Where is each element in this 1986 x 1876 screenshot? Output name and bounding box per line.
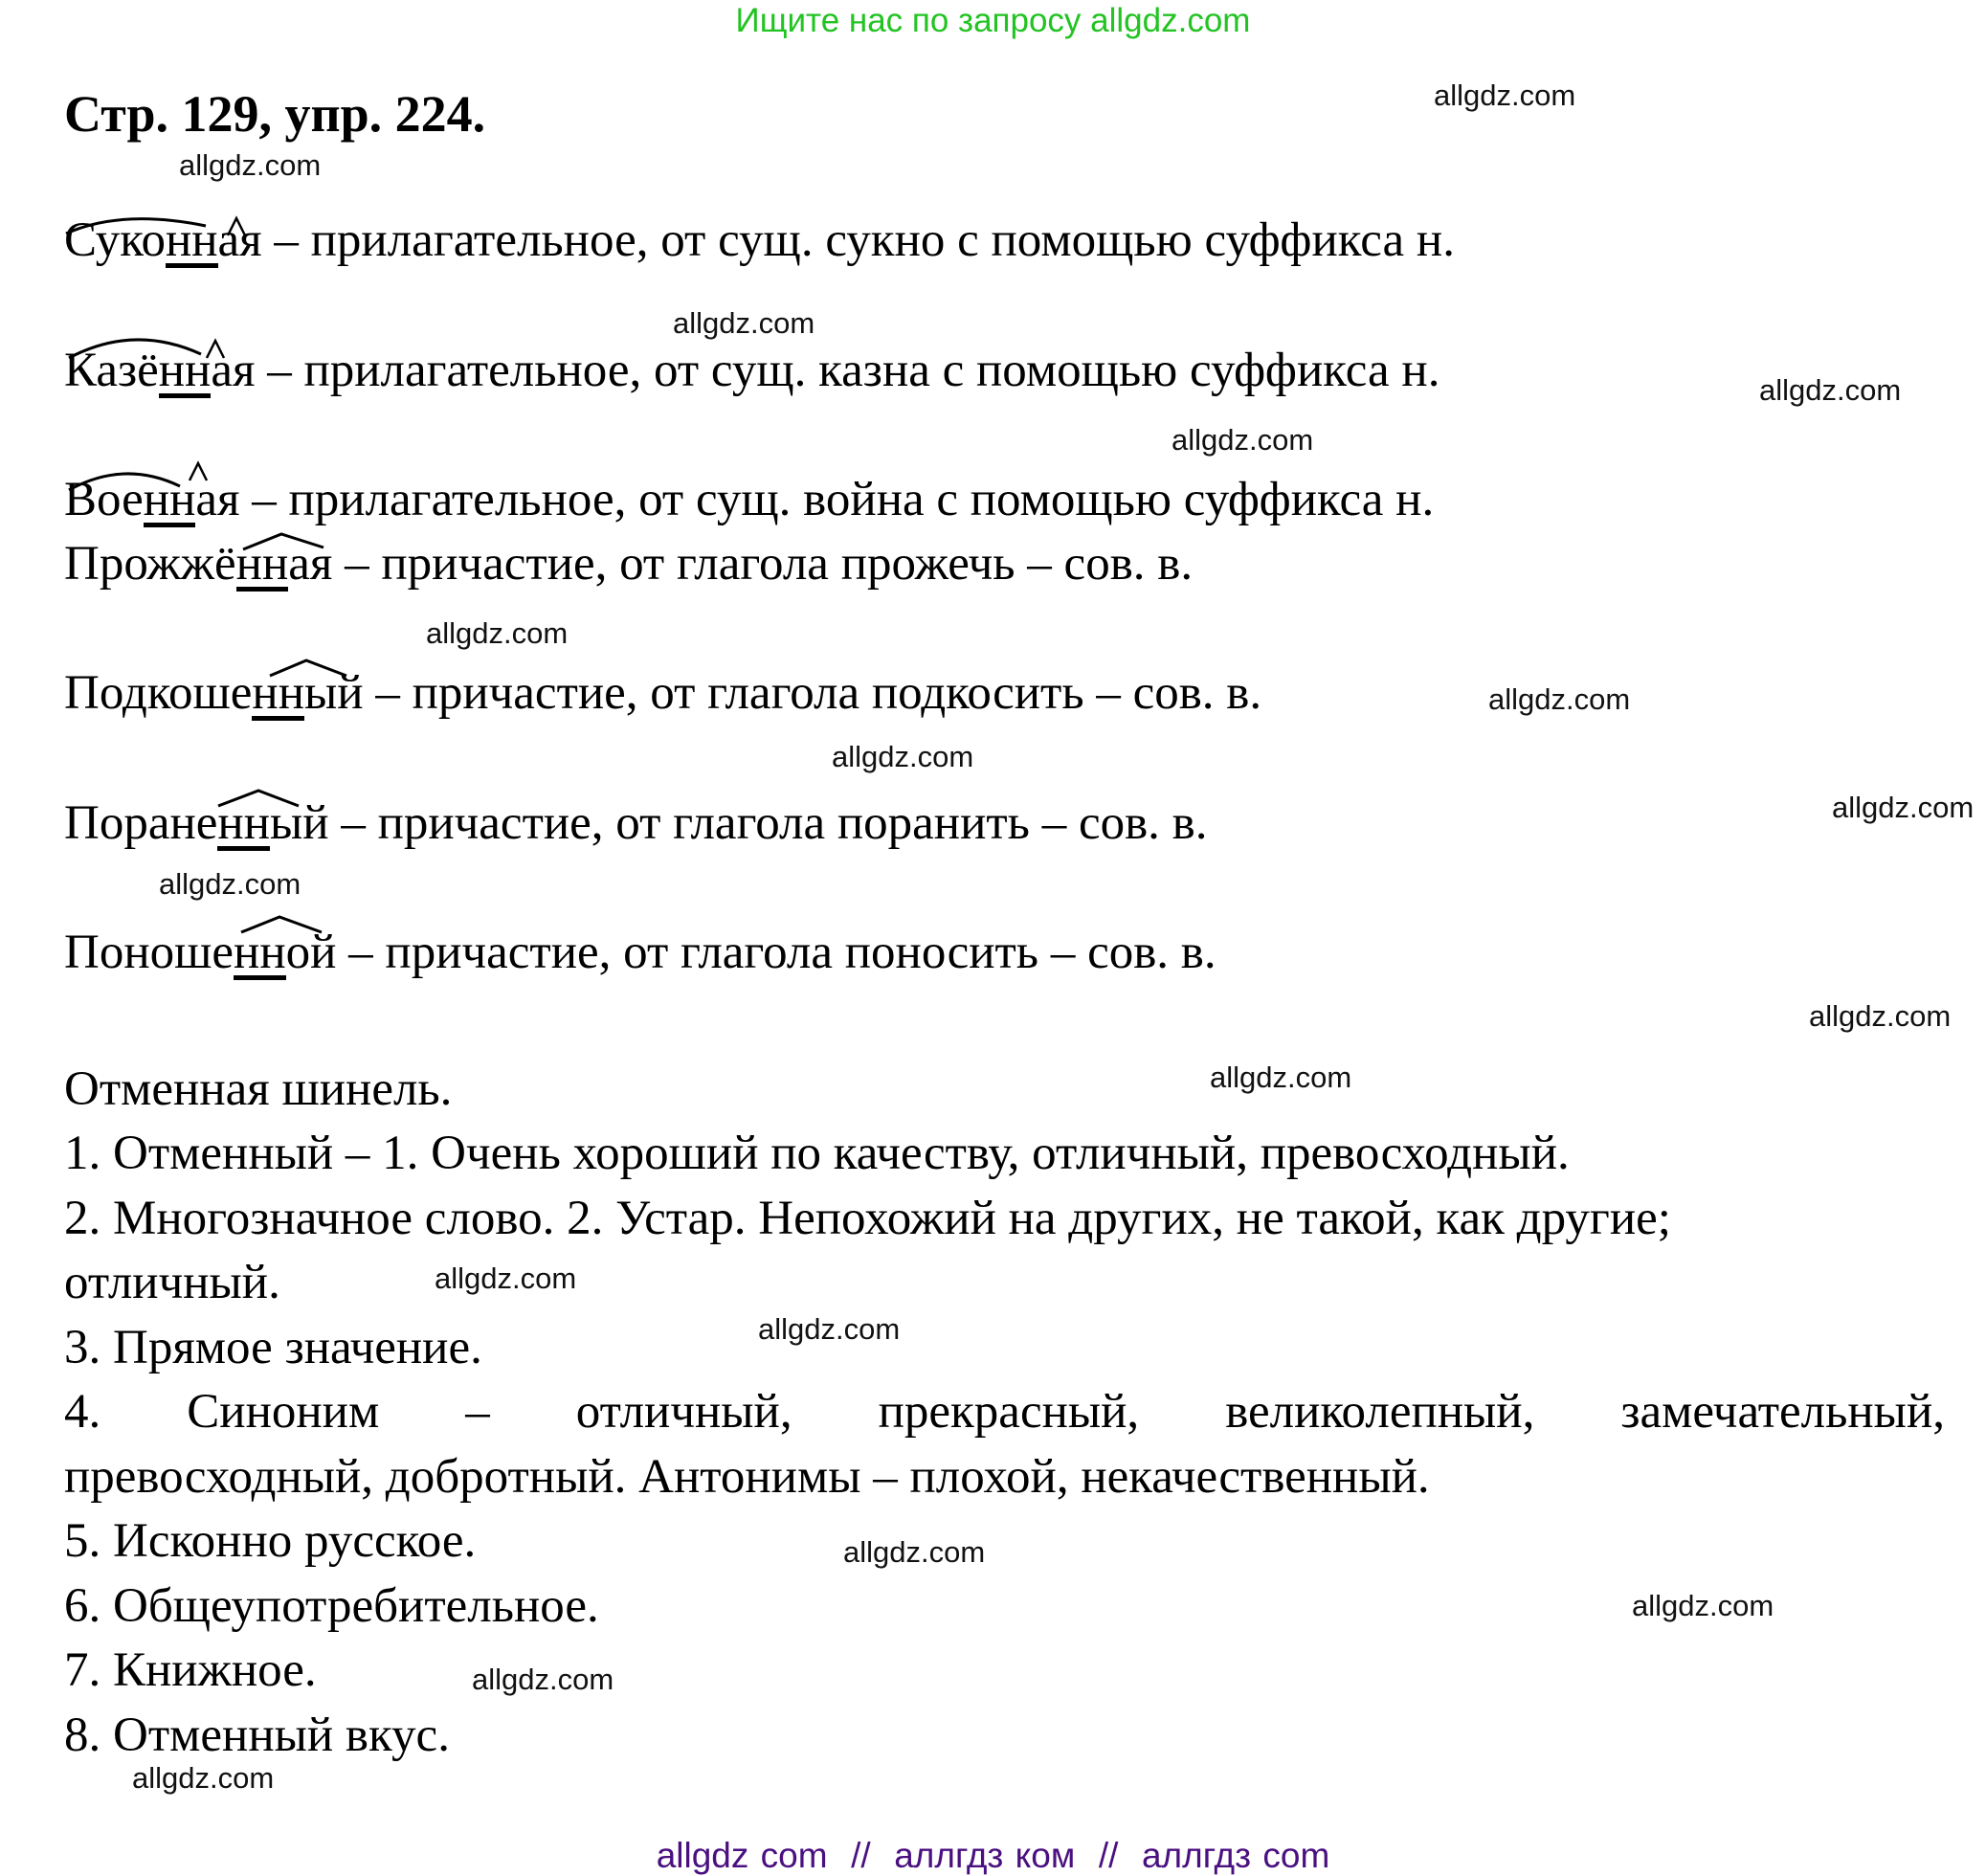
word-explanation: – прилагательное, от сущ. сукно с помощью суффикса н. [261, 213, 1455, 267]
word-line-1 [64, 213, 1455, 268]
word-ending: ый [304, 666, 364, 720]
watermark: allgdz.com [179, 148, 322, 182]
watermark: allgdz.com [1632, 1589, 1774, 1622]
word-explanation: – причастие, от глагола поносить – сов. в. [336, 926, 1216, 979]
word-explanation: – причастие, от глагола подкосить – сов. в. [363, 666, 1262, 720]
analysis-heading: Отменная шинель. [64, 1062, 453, 1116]
word-ending: ая [288, 537, 333, 591]
word-root: Подкоше [64, 666, 253, 720]
watermark: allgdz.com [832, 740, 974, 773]
watermark: allgdz.com [426, 616, 569, 650]
word-root: Сук [64, 213, 142, 267]
word-suffix: нн [158, 344, 212, 397]
word-line-5 [64, 666, 1262, 721]
analysis-item-1: 1. Отменный – 1. Очень хороший по качеству, отличный, превосходный. [64, 1127, 1570, 1180]
analysis-item-4: 4. Синоним – отличный, прекрасный, великолепный, замечательный, [64, 1385, 1945, 1439]
analysis-item-4-cont: превосходный, добротный. Антонимы – плохой, некачественный. [64, 1450, 1430, 1504]
word-ending: ая [195, 473, 240, 526]
watermark: allgdz.com [1809, 999, 1952, 1033]
footer-watermark: allgdz com // аллгдз ком // аллгдз com [656, 1836, 1330, 1875]
watermark: allgdz.com [1759, 373, 1902, 407]
word-suffix: нн [165, 213, 218, 267]
analysis-item-8: 8. Отменный вкус. [64, 1708, 450, 1762]
watermark: allgdz.com [1172, 423, 1314, 457]
word-explanation: – причастие, от глагола поранить – сов. в. [328, 796, 1208, 850]
word-explanation: – прилагательное, от сущ. казна с помощью суффикса н. [255, 344, 1440, 397]
watermark: allgdz.com [1488, 682, 1631, 716]
watermark: allgdz.com [758, 1312, 901, 1346]
word-ending: ая [217, 213, 262, 267]
page-title: Стр. 129, упр. 224. [64, 85, 486, 143]
word-ending: ой [285, 926, 337, 979]
watermark: allgdz.com [472, 1663, 614, 1696]
watermark: allgdz.com [159, 867, 301, 901]
word-root: Казё [64, 344, 159, 397]
word-ending: ый [270, 796, 329, 850]
watermark: allgdz.com [1832, 791, 1975, 824]
word-root: Поноше [64, 926, 234, 979]
analysis-item-2-cont: отличный. [64, 1256, 280, 1309]
analysis-item-5: 5. Исконно русское. [64, 1514, 477, 1568]
word-suffix: нн [252, 666, 304, 720]
word-line-2 [64, 346, 1439, 398]
watermark: allgdz.com [435, 1262, 577, 1295]
watermark: allgdz.com [843, 1535, 986, 1569]
search-banner: Ищите нас по запросу allgdz.com [735, 2, 1251, 39]
analysis-item-2: 2. Многозначное слово. 2. Устар. Непохожий на других, не такой, как другие; [64, 1192, 1671, 1245]
word-line-6 [64, 796, 1208, 851]
word-explanation: – прилагательное, от сущ. война с помощью суффикса н. [239, 473, 1435, 526]
word-suffix: нн [235, 537, 289, 591]
word-suffix: нн [234, 926, 286, 979]
watermark: allgdz.com [1434, 78, 1576, 112]
word-line-7 [64, 928, 1216, 980]
word-suffix: нн [217, 796, 270, 850]
word-root: Поране [64, 796, 218, 850]
analysis-item-3: 3. Прямое значение. [64, 1321, 482, 1374]
word-root-end: о [141, 213, 166, 267]
watermark: allgdz.com [673, 306, 815, 340]
word-root: Прожжё [64, 537, 236, 591]
word-line-3 [64, 473, 1435, 527]
word-explanation: – причастие, от глагола прожечь – сов. в. [332, 537, 1194, 591]
watermark: allgdz.com [1210, 1061, 1352, 1094]
analysis-item-7: 7. Книжное. [64, 1643, 317, 1697]
analysis-item-6: 6. Общеупотребительное. [64, 1579, 599, 1633]
watermark: allgdz.com [132, 1761, 275, 1795]
word-ending: ая [211, 344, 256, 397]
word-root: Вое [64, 473, 144, 526]
word-line-4 [64, 537, 1194, 592]
word-suffix: нн [143, 473, 196, 526]
